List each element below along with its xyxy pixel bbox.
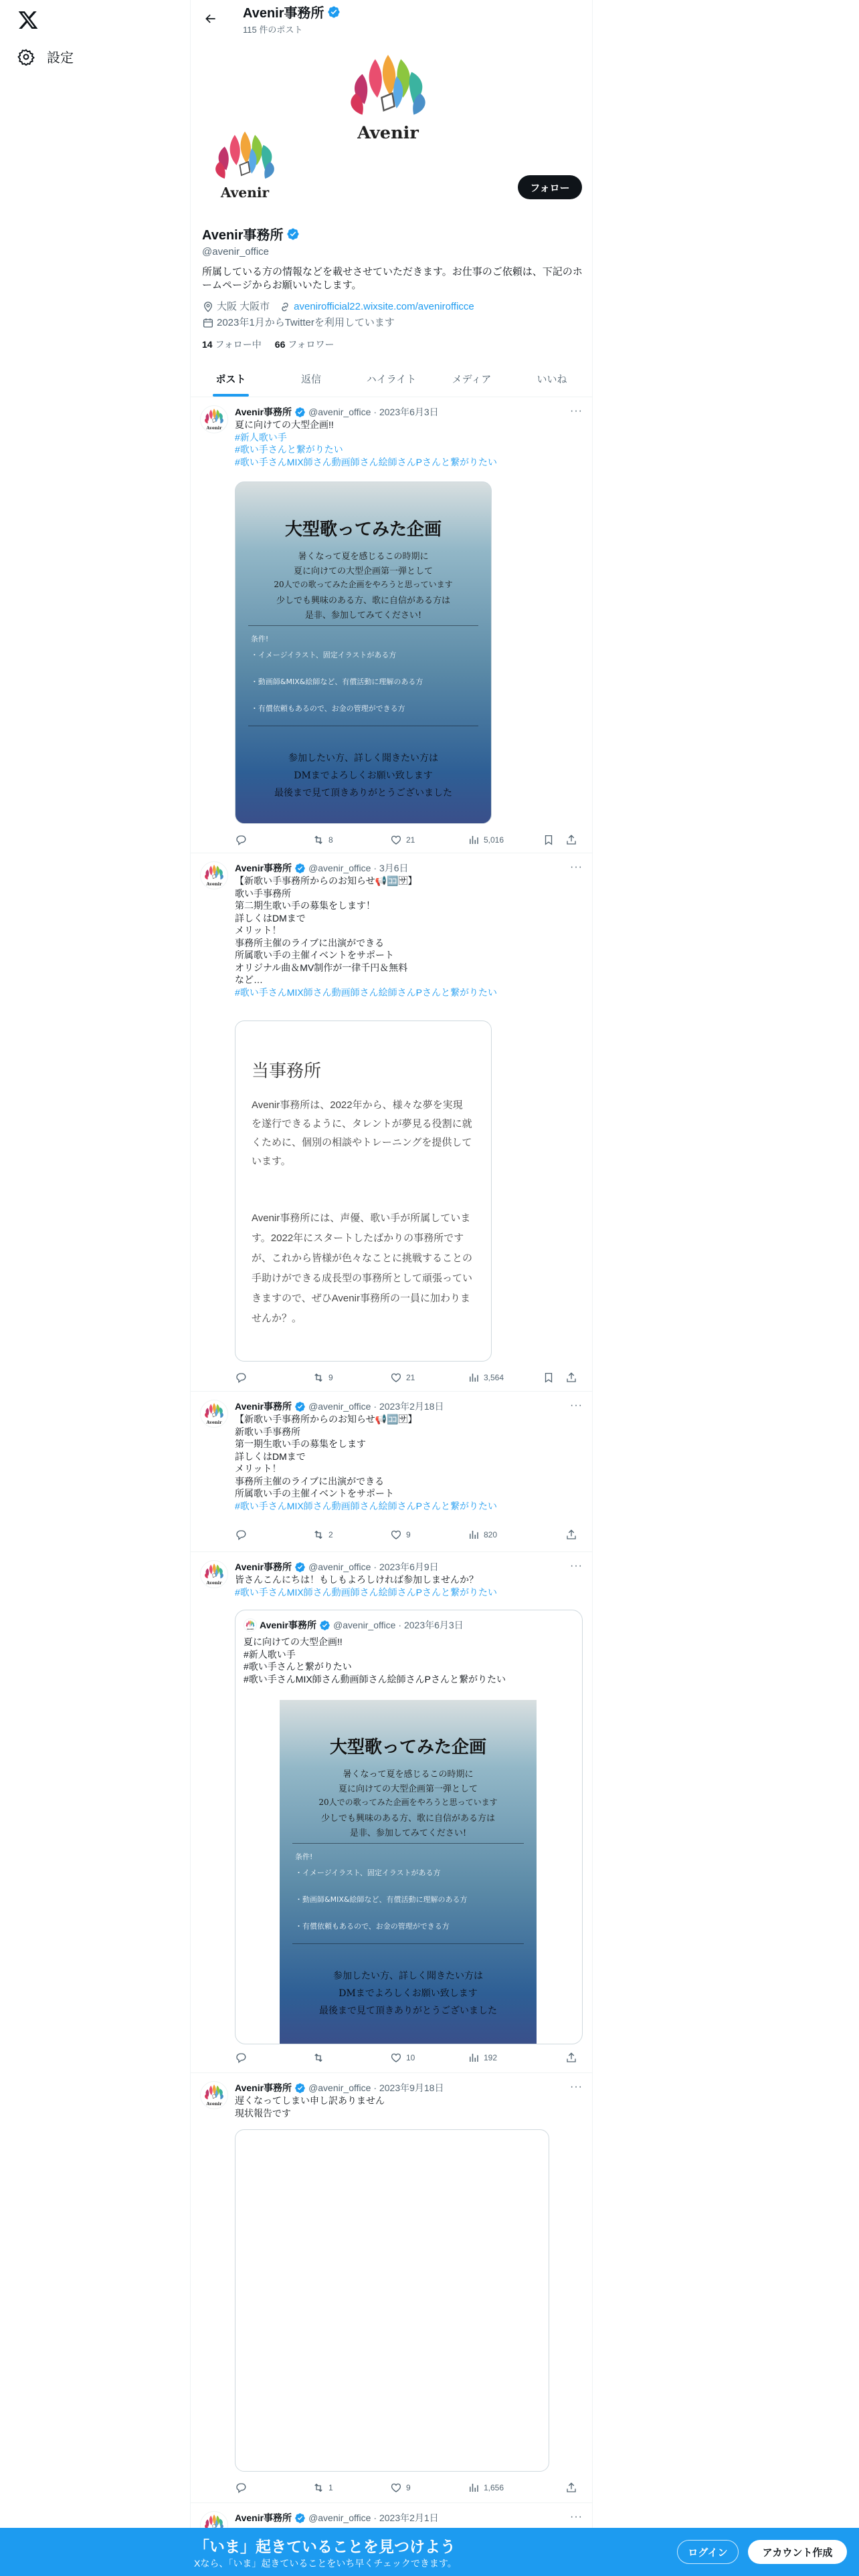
views-icon xyxy=(468,834,480,846)
share-button[interactable] xyxy=(565,834,577,846)
verified-badge-icon xyxy=(294,2512,306,2524)
poster-line: 20人での歌ってみた企画をやろうと思っています xyxy=(318,1798,498,1807)
profile-location: 大阪 大阪市 xyxy=(202,300,270,314)
poster-conditions-title: 条件! xyxy=(250,635,269,643)
location-pin-icon xyxy=(202,301,214,313)
poster-line: 暑くなって夏を感じるこの時期に xyxy=(298,552,429,562)
link-icon xyxy=(279,301,291,313)
views-button[interactable]: 5,016 xyxy=(468,834,543,846)
poster-line: 是非、参加してみてください! xyxy=(349,1828,467,1838)
views-button[interactable]: 192 xyxy=(468,2052,565,2064)
profile-name: Avenir事務所 xyxy=(202,224,583,243)
website-link[interactable]: avenirofficial22.wixsite.com/avenirofficce xyxy=(294,301,474,312)
hashtag-link[interactable]: #歌い手さんと繋がりたい xyxy=(235,444,343,455)
share-icon xyxy=(565,834,577,846)
poster-closing: 最後まで見て頂きありがとうございました xyxy=(319,2006,497,2016)
retweet-button[interactable]: 2 xyxy=(312,1529,390,1541)
avatar-logo-icon xyxy=(244,1619,256,1631)
following-stat[interactable]: 14 フォロー中 xyxy=(202,339,262,350)
post-author-name[interactable]: Avenir事務所 xyxy=(235,1562,292,1572)
post-item[interactable] xyxy=(191,853,592,1392)
verified-badge-icon xyxy=(294,1401,306,1412)
post-date[interactable]: · 3月6日 xyxy=(373,863,409,873)
profile-avatar[interactable] xyxy=(200,120,290,210)
retweet-icon xyxy=(312,1372,324,1384)
post-author-name[interactable]: Avenir事務所 xyxy=(235,2082,292,2093)
verified-badge-icon xyxy=(327,5,341,19)
retweet-button[interactable]: 8 xyxy=(312,834,390,846)
signup-button[interactable]: アカウント作成 xyxy=(748,2540,847,2564)
hashtag-link[interactable]: #歌い手さんMIX師さん動画師さん絵師さんPさんと繋がりたい xyxy=(235,1500,498,1511)
heart-icon xyxy=(390,2482,402,2494)
profile-joined: 2023年1月からTwitterを利用しています xyxy=(202,316,395,330)
reply-icon xyxy=(235,2052,247,2064)
like-button[interactable]: 21 xyxy=(390,834,468,846)
post-date[interactable]: · 2023年6月9日 xyxy=(373,1562,439,1572)
post-header xyxy=(235,861,583,875)
post-text: 夏に向けての大型企画!! xyxy=(235,419,334,430)
retweet-icon xyxy=(312,1529,324,1541)
reply-button[interactable] xyxy=(235,834,312,846)
post-date[interactable]: · 2023年9月18日 xyxy=(373,2082,444,2093)
poster-condition: ・有償依頼もあるので、お金の管理ができる方 xyxy=(295,1922,450,1931)
post-date[interactable]: · 2023年6月3日 xyxy=(373,407,439,417)
share-button[interactable] xyxy=(565,1372,577,1384)
hashtag-link[interactable]: #歌い手さんMIX師さん動画師さん絵師さんPさんと繋がりたい xyxy=(235,456,498,467)
post-image-poster[interactable] xyxy=(235,481,492,824)
quoted-image-poster xyxy=(280,1700,537,2044)
post-body xyxy=(235,2081,583,2119)
post-header xyxy=(235,1400,583,1413)
tab-likes[interactable]: いいね xyxy=(537,374,567,385)
x-logo-icon[interactable] xyxy=(17,9,41,33)
avatar-logo-icon xyxy=(201,862,227,889)
post-header xyxy=(235,2511,583,2525)
poster-condition: ・イメージイラスト、固定イラストがある方 xyxy=(250,651,397,659)
more-options-icon[interactable]: ··· xyxy=(570,861,583,873)
post-header xyxy=(235,1560,583,1574)
share-icon xyxy=(565,1372,577,1384)
post-author-handle[interactable]: @avenir_office xyxy=(308,1401,371,1412)
heart-icon xyxy=(390,1372,402,1384)
post-author-name[interactable]: Avenir事務所 xyxy=(235,2512,292,2523)
poster-title: 大型歌ってみた企画 xyxy=(329,1737,486,1757)
poster-line: 少しでも興味のある方、歌に自信がある方は xyxy=(320,1814,495,1824)
share-icon xyxy=(565,1529,577,1541)
post-author-handle[interactable]: @avenir_office xyxy=(308,407,371,417)
post-avatar[interactable] xyxy=(200,2081,228,2109)
post-body xyxy=(235,1560,583,1598)
more-options-icon[interactable]: ··· xyxy=(570,405,583,417)
retweet-icon xyxy=(312,2052,324,2064)
poster-closing: DMまでよろしくお願い致します xyxy=(294,770,433,781)
poster-condition: ・有償依頼もあるので、お金の管理ができる方 xyxy=(250,704,405,713)
hashtag-link[interactable]: #歌い手さんMIX師さん動画師さん絵師さんPさんと繋がりたい xyxy=(235,1586,498,1598)
profile-handle: @avenir_office xyxy=(202,246,270,257)
poster-condition: ・イメージイラスト、固定イラストがある方 xyxy=(295,1868,441,1877)
post-text: 【新歌い手事務所からのお知らせ📢🈁🈂】 新歌い手事務所 第一期生歌い手の募集をします 詳しくはDMまで メリット！ 事務所主催のライブに出演ができる 所属歌い手の主催イベントをサポート xyxy=(235,1414,417,1499)
verified-badge-icon xyxy=(294,2082,306,2094)
avatar-logo-icon xyxy=(201,2082,227,2109)
views-icon xyxy=(468,1529,480,1541)
tab-posts[interactable]: ポスト xyxy=(191,361,271,397)
post-body xyxy=(235,405,583,468)
post-body xyxy=(235,2511,583,2525)
views-icon xyxy=(468,2482,480,2494)
card-paragraph: Avenir事務所には、声優、歌い手が所属しています。2022年にスタートしたばかりの事務所ですが、これから皆様が色々なことに挑戦することの手助けができる成長型の事務所として頑張っていきますので、ぜひAvenir事務所の一員に加わりませんか？。 xyxy=(252,1212,473,1324)
avatar-logo-icon xyxy=(201,1561,227,1588)
post-count: 115 件のポスト xyxy=(243,25,303,35)
post-actions xyxy=(235,2481,583,2494)
profile-info xyxy=(202,224,583,351)
post-header xyxy=(235,405,583,419)
poster-line: 暑くなって夏を感じるこの時期に xyxy=(343,1769,474,1780)
verified-badge-icon xyxy=(294,863,306,874)
post-avatar[interactable] xyxy=(200,1400,228,1428)
card-title: 当事務所 xyxy=(252,1061,322,1081)
retweet-icon xyxy=(312,834,324,846)
profile-tabs xyxy=(191,361,592,397)
avatar-logo-icon xyxy=(201,1400,227,1427)
calendar-icon xyxy=(202,317,214,329)
hashtag-link[interactable]: #歌い手さんMIX師さん動画師さん絵師さんPさんと繋がりたい xyxy=(235,986,498,998)
heart-icon xyxy=(390,834,402,846)
post-item[interactable] xyxy=(191,1552,592,2073)
more-options-icon[interactable]: ··· xyxy=(570,1560,583,1572)
post-body xyxy=(235,861,583,998)
bookmark-icon xyxy=(543,1372,555,1384)
hashtag-link[interactable]: #新人歌い手 xyxy=(235,431,287,443)
verified-badge-icon xyxy=(294,1562,306,1573)
post-actions xyxy=(235,2051,583,2064)
back-arrow-icon[interactable] xyxy=(199,7,223,31)
more-options-icon[interactable]: ··· xyxy=(570,2081,583,2092)
like-button[interactable]: 10 xyxy=(390,2052,468,2064)
signup-banner xyxy=(0,2528,859,2576)
retweet-icon xyxy=(312,2482,324,2494)
share-button[interactable] xyxy=(565,1529,577,1541)
quoted-date: · 2023年6月3日 xyxy=(398,1620,464,1630)
retweet-button[interactable] xyxy=(312,2052,390,2064)
bookmark-button[interactable] xyxy=(543,1372,565,1384)
quoted-author-name: Avenir事務所 xyxy=(260,1620,317,1630)
post-actions xyxy=(235,1528,583,1541)
verified-badge-icon xyxy=(294,407,306,418)
like-button[interactable]: 9 xyxy=(390,1529,468,1541)
more-options-icon[interactable]: ··· xyxy=(570,2511,583,2523)
card-paragraph: Avenir事務所は、2022年から、様々な夢を実現を遂行できるように、タレントが夢見る役割に就くために、個別の相談やトレーニングを提供しています。 xyxy=(252,1099,472,1167)
post-date[interactable]: · 2023年2月1日 xyxy=(373,2512,439,2523)
post-author-handle[interactable]: @avenir_office xyxy=(308,863,371,873)
heart-icon xyxy=(390,2052,402,2064)
views-icon xyxy=(468,2052,480,2064)
settings-link[interactable] xyxy=(17,47,74,66)
poster-title: 大型歌ってみた企画 xyxy=(284,520,442,540)
banner-logo-icon xyxy=(331,44,445,151)
follow-button[interactable]: フォロー xyxy=(518,175,582,199)
post-author-handle[interactable]: @avenir_office xyxy=(308,2512,371,2523)
share-icon xyxy=(565,2482,577,2494)
views-button[interactable]: 1,656 xyxy=(468,2482,565,2494)
banner-subtitle: Xなら、「いま」起きていることをいち早くチェックできます。 xyxy=(194,2558,457,2569)
poster-divider xyxy=(248,625,478,626)
post-text: 遅くなってしまい申し訳ありません 現状報告です xyxy=(235,2095,385,2119)
post-avatar[interactable] xyxy=(200,1560,228,1588)
poster-divider xyxy=(292,1843,524,1844)
share-button[interactable] xyxy=(565,2052,577,2064)
profile-website[interactable] xyxy=(279,300,474,314)
post-author-name[interactable]: Avenir事務所 xyxy=(235,863,292,873)
post-body xyxy=(235,1400,583,1512)
poster-line: 少しでも興味のある方、歌に自信がある方は xyxy=(276,596,450,606)
bookmark-icon xyxy=(543,834,555,846)
post-author-handle[interactable]: @avenir_office xyxy=(308,2082,371,2093)
tab-replies[interactable]: 返信 xyxy=(300,374,321,385)
verified-badge-icon xyxy=(319,1620,330,1631)
follow-stats xyxy=(202,338,583,351)
post-header xyxy=(235,2081,583,2095)
profile-header-bar xyxy=(191,0,592,37)
reply-icon xyxy=(235,1372,247,1384)
settings-label: 設定 xyxy=(47,51,74,66)
more-options-icon[interactable]: ··· xyxy=(570,1400,583,1411)
like-button[interactable]: 9 xyxy=(390,2482,468,2494)
poster-closing: 最後まで見て頂きありがとうございました xyxy=(274,788,452,798)
post-item[interactable] xyxy=(191,2073,592,2503)
reply-button[interactable] xyxy=(235,2482,312,2494)
banner-title: 「いま」起きていることを見つけよう xyxy=(194,2538,456,2555)
post-date[interactable]: · 2023年2月18日 xyxy=(373,1401,444,1412)
poster-conditions-title: 条件! xyxy=(295,1852,313,1861)
tab-highlights[interactable]: ハイライト xyxy=(366,374,417,385)
tab-media[interactable]: メディア xyxy=(452,374,492,385)
avatar-logo-icon xyxy=(201,406,227,433)
post-actions xyxy=(235,833,583,847)
share-icon xyxy=(565,2052,577,2064)
retweet-button[interactable]: 9 xyxy=(312,1372,390,1384)
quoted-author-handle: @avenir_office xyxy=(333,1620,396,1630)
post-author-name[interactable]: Avenir事務所 xyxy=(235,1401,292,1412)
profile-bio: 所属している方の情報などを載せさせていただきます。お仕事のご依頼は、下記のホームページからお願いいたします。 xyxy=(202,266,583,291)
quoted-avatar xyxy=(244,1618,257,1632)
post-author-name[interactable]: Avenir事務所 xyxy=(235,407,292,417)
views-button[interactable]: 3,564 xyxy=(468,1372,543,1384)
post-avatar[interactable] xyxy=(200,861,228,889)
gear-icon xyxy=(17,48,35,66)
poster-closing: 参加したい方、詳しく聞きたい方は xyxy=(288,753,438,764)
quoted-text: 夏に向けての大型企画!! #新人歌い手 #歌い手さんと繋がりたい #歌い手さんMIX師さん動画師さん絵師さんPさんと繋がりたい xyxy=(244,1636,506,1685)
followers-stat[interactable]: 66 フォロワー xyxy=(274,339,335,350)
share-button[interactable] xyxy=(565,2482,577,2494)
poster-line: 20人での歌ってみた企画をやろうと思っています xyxy=(274,580,453,589)
poster-divider xyxy=(292,1943,524,1944)
quoted-post-header xyxy=(244,1618,464,1632)
reply-button[interactable] xyxy=(235,1372,312,1384)
heart-icon xyxy=(390,1529,402,1541)
views-button[interactable]: 820 xyxy=(468,1529,565,1541)
post-text: 皆さんこんにちは！もしもよろしければ参加しませんか？ xyxy=(235,1574,478,1585)
profile-meta xyxy=(202,300,583,330)
views-icon xyxy=(468,1372,480,1384)
post-item[interactable] xyxy=(191,397,592,853)
post-author-handle[interactable]: @avenir_office xyxy=(308,1562,371,1572)
reply-button[interactable] xyxy=(235,1529,312,1541)
poster-line: 是非、参加してみてください! xyxy=(304,611,422,621)
left-navigation xyxy=(0,0,190,2576)
login-button[interactable]: ログイン xyxy=(677,2540,739,2564)
post-text: 【新歌い手事務所からのお知らせ📢🈁🈂】 歌い手事務所 第二期生歌い手の募集をします！ 詳しくはDMまで メリット！ 事務所主催のライブに出演ができる 所属歌い手の主催イベントをサポート オリジナル曲＆MV制作が一律千円＆無料 など… xyxy=(235,875,417,985)
poster-condition: ・動画師&MIX&絵師など、有償活動に理解のある方 xyxy=(295,1895,468,1904)
retweet-button[interactable]: 1 xyxy=(312,2482,390,2494)
poster-closing: DMまでよろしくお願い致します xyxy=(339,1988,478,1999)
post-item[interactable] xyxy=(191,1392,592,1552)
like-button[interactable]: 21 xyxy=(390,1372,468,1384)
reply-icon xyxy=(235,2482,247,2494)
verified-badge-icon xyxy=(286,227,300,241)
quoted-post[interactable] xyxy=(235,1610,583,2044)
post-avatar[interactable] xyxy=(200,405,228,433)
post-media-placeholder[interactable] xyxy=(235,2129,549,2472)
reply-icon xyxy=(235,1529,247,1541)
header-title: Avenir事務所 xyxy=(243,2,341,21)
main-column xyxy=(190,0,593,2576)
poster-closing: 参加したい方、詳しく聞きたい方は xyxy=(333,1971,483,1981)
poster-condition: ・動画師&MIX&絵師など、有償活動に理解のある方 xyxy=(250,677,423,686)
post-actions xyxy=(235,1371,583,1384)
reply-button[interactable] xyxy=(235,2052,312,2064)
post-image-text-card[interactable] xyxy=(235,1021,492,1362)
poster-line: 夏に向けての大型企画第一弾として xyxy=(338,1784,478,1794)
bookmark-button[interactable] xyxy=(543,834,565,846)
reply-icon xyxy=(235,834,247,846)
avatar-logo-icon xyxy=(203,123,287,207)
poster-line: 夏に向けての大型企画第一弾として xyxy=(293,566,433,576)
